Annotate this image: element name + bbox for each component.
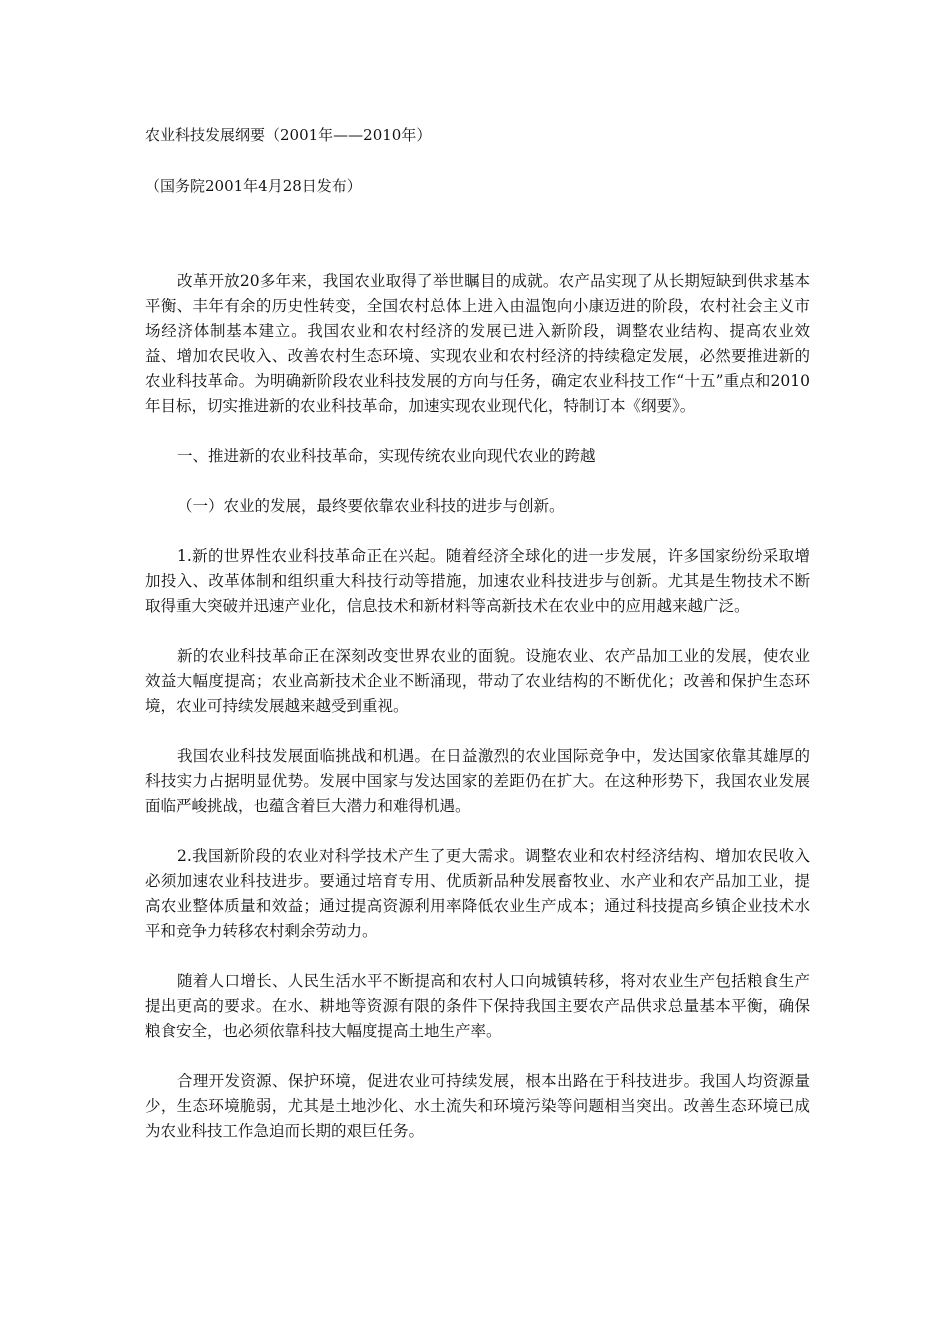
paragraph-2: 新的农业科技革命正在深刻改变世界农业的面貌。设施农业、农产品加工业的发展，使农业效益大幅度提高；农业高新技术企业不断涌现，带动了农业结构的不断优化；改善和保护生态环境，农业可持续发展越来越受到重视。 xyxy=(145,647,810,715)
paragraph-4: 2.我国新阶段的农业对科学技术产生了更大需求。调整农业和农村经济结构、增加农民收入必须加速农业科技进步。要通过培育专用、优质新品种发展畜牧业、水产业和农产品加工业，提高农业整体质量和效益；通过提高资源利用率降低农业生产成本；通过科技提高乡镇企业技术水平和竞争力转移农村剩余劳动力。 xyxy=(145,847,810,940)
paragraph-5: 随着人口增长、人民生活水平不断提高和农村人口向城镇转移，将对农业生产包括粮食生产提出更高的要求。在水、耕地等资源有限的条件下保持我国主要农产品供求总量基本平衡，确保粮食安全，也必须依靠科技大幅度提高土地生产率。 xyxy=(145,972,810,1040)
intro-paragraph: 改革开放20多年来，我国农业取得了举世瞩目的成就。农产品实现了从长期短缺到供求基本平衡、丰年有余的历史性转变，全国农村总体上进入由温饱向小康迈进的阶段，农村社会主义市场经济体制基本建立。我国农业和农村经济的发展已进入新阶段，调整农业结构、提高农业效益、增加农民收入、改善农村生态环境、实现农业和农村经济的持续稳定发展，必然要推进新的农业科技革命。为明确新阶段农业科技发展的方向与任务，确定农业科技工作“十五”重点和2010年目标，切实推进新的农业科技革命，加速实现农业现代化，特制订本《纲要》。 xyxy=(145,272,810,415)
document-subtitle: （国务院2001年4月28日发布） xyxy=(145,177,362,195)
paragraph-6: 合理开发资源、保护环境，促进农业可持续发展，根本出路在于科技进步。我国人均资源量少，生态环境脆弱，尤其是土地沙化、水土流失和环境污染等问题相当突出。改善生态环境已成为农业科技工作急迫而长期的艰巨任务。 xyxy=(145,1072,810,1140)
document-title: 农业科技发展纲要（2001年——2010年） xyxy=(145,126,432,144)
paragraph-3: 我国农业科技发展面临挑战和机遇。在日益激烈的农业国际竞争中，发达国家依靠其雄厚的科技实力占据明显优势。发展中国家与发达国家的差距仍在扩大。在这种形势下，我国农业发展面临严峻挑战，也蕴含着巨大潜力和难得机遇。 xyxy=(145,747,810,815)
subsection-heading-1: （一）农业的发展，最终要依靠农业科技的进步与创新。 xyxy=(177,497,565,515)
section-heading-1: 一、推进新的农业科技革命，实现传统农业向现代农业的跨越 xyxy=(177,447,596,465)
document-body xyxy=(145,269,810,1169)
paragraph-1: 1.新的世界性农业科技革命正在兴起。随着经济全球化的进一步发展，许多国家纷纷采取增加投入、改革体制和组织重大科技行动等措施，加速农业科技进步与创新。尤其是生物技术不断取得重大突破并迅速产业化，信息技术和新材料等高新技术在农业中的应用越来越广泛。 xyxy=(145,547,810,615)
